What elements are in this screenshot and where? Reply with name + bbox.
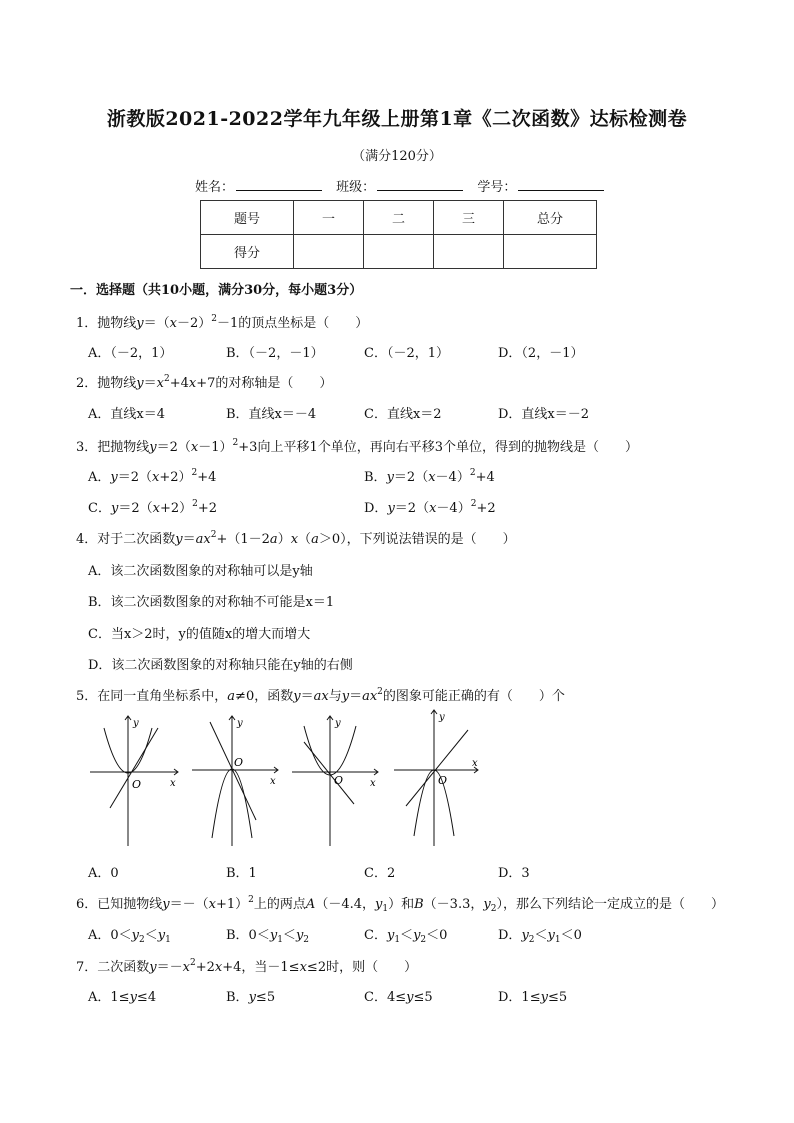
question-6: 6．已知抛物线$y=-(x+1)^2$上的两点A（－4.4，$y_1$）和B（－3.3，$y_2$），那么下列结论一定成立的是（ ） xyxy=(76,895,724,914)
x-axis-label: x xyxy=(170,778,176,789)
page-title: 浙教版2021-2022学年九年级上册第1章《二次函数》达标检测卷 xyxy=(106,108,688,130)
q2-option-d[interactable]: D．直线x＝－2 xyxy=(498,407,590,422)
id-blank[interactable] xyxy=(518,178,604,191)
line-y-ax xyxy=(304,742,354,804)
y-axis-label: y xyxy=(237,718,243,729)
q1-option-a[interactable]: A．（－2，1） xyxy=(88,346,173,361)
score-table-header-row xyxy=(201,201,597,235)
score-cell[interactable] xyxy=(434,235,504,269)
class-blank[interactable] xyxy=(377,178,463,191)
q2-option-a[interactable]: A．直线x＝4 xyxy=(88,407,165,422)
q5-option-b[interactable]: B．1 xyxy=(226,866,257,881)
score-cell[interactable] xyxy=(504,235,597,269)
q3-option-d[interactable]: D．$y=2(x-4)^2+2$ xyxy=(364,499,496,516)
q5-graph-c xyxy=(290,708,386,848)
q3-option-b[interactable]: B．$y=2(x-4)^2+4$ xyxy=(364,468,495,485)
q7-option-b[interactable]: B．y≤5 xyxy=(226,990,276,1005)
question-7: 7．二次函数$y=-x^2+2x+4$，当－1≤x≤2时，则（ ） xyxy=(76,958,418,975)
id-label: 学号： xyxy=(477,180,517,195)
x-axis-label: x xyxy=(472,758,478,769)
q1-option-d[interactable]: D．（2，－1） xyxy=(498,346,584,361)
name-blank[interactable] xyxy=(236,178,322,191)
q4-option-b[interactable]: B．该二次函数图象的对称轴不可能是x＝1 xyxy=(88,595,335,610)
q3-option-a[interactable]: A．$y=2(x+2)^2+4$ xyxy=(88,468,217,485)
q5-graph-d xyxy=(392,708,488,848)
line-y-ax xyxy=(406,730,468,806)
question-2: 2．抛物线$y=x^2+4x+7$的对称轴是（ ） xyxy=(76,374,333,391)
q6-option-b[interactable]: B．$0<y_1<y_2$ xyxy=(226,928,310,945)
q7-option-c[interactable]: C．4≤y≤5 xyxy=(364,990,433,1005)
origin-label: O xyxy=(334,774,344,787)
q7-option-d[interactable]: D．1≤y≤5 xyxy=(498,990,568,1005)
score-table xyxy=(200,200,597,269)
page-subtitle: （满分120分） xyxy=(352,149,442,164)
q1-option-c[interactable]: C．（－2，1） xyxy=(364,346,449,361)
section-heading: 一．选择题（共10小题，满分30分，每小题3分） xyxy=(70,283,363,298)
line-y-ax xyxy=(110,728,158,808)
q2-option-b[interactable]: B．直线x＝－4 xyxy=(226,407,317,422)
score-header-cell: 总分 xyxy=(504,201,597,235)
q5-option-d[interactable]: D．3 xyxy=(498,866,530,881)
score-header-cell: 三 xyxy=(434,201,504,235)
line-y-ax xyxy=(210,722,256,820)
q4-option-a[interactable]: A．该二次函数图象的对称轴可以是y轴 xyxy=(88,564,313,579)
origin-label: O xyxy=(132,778,142,791)
student-info-row xyxy=(195,176,614,195)
score-table-score-row xyxy=(201,235,597,269)
x-axis-label: x xyxy=(270,776,276,787)
q4-option-d[interactable]: D．该二次函数图象的对称轴只能在y轴的右侧 xyxy=(88,658,353,673)
q6-option-c[interactable]: C．$y_1<y_2<0$ xyxy=(364,928,448,945)
y-axis-label: y xyxy=(133,718,139,729)
score-row-label: 得分 xyxy=(201,235,294,269)
q4-option-c[interactable]: C．当x＞2时，y的值随x的增大而增大 xyxy=(88,627,311,642)
q5-graph-a xyxy=(88,708,184,848)
question-5: 5．在同一直角坐标系中，a≠0，函数y＝ax与$y=ax^2$的图象可能正确的有（ ）个 xyxy=(76,687,565,704)
y-axis-label: y xyxy=(335,718,341,729)
q7-option-a[interactable]: A．1≤y≤4 xyxy=(88,990,157,1005)
x-axis-label: x xyxy=(370,778,376,789)
q5-option-c[interactable]: C．2 xyxy=(364,866,396,881)
question-1: 1．抛物线$y=(x-2)^2-1$的顶点坐标是（ ） xyxy=(76,314,369,331)
q5-graph-b xyxy=(190,708,286,848)
q2-option-c[interactable]: C．直线x＝2 xyxy=(364,407,442,422)
origin-label: O xyxy=(438,774,448,787)
y-axis-label: y xyxy=(439,712,445,723)
origin-label: O xyxy=(234,756,244,769)
question-4: 4．对于二次函数$y=ax^2+(1-2a)x(a>0)$，下列说法错误的是（ ） xyxy=(76,530,516,547)
q6-option-a[interactable]: A．$0<y_2<y_1$ xyxy=(88,928,171,945)
score-header-cell: 二 xyxy=(364,201,434,235)
score-header-cell: 题号 xyxy=(201,201,294,235)
q6-option-d[interactable]: D．$y_2<y_1<0$ xyxy=(498,928,582,945)
score-cell[interactable] xyxy=(294,235,364,269)
score-cell[interactable] xyxy=(364,235,434,269)
q3-option-c[interactable]: C．$y=2(x+2)^2+2$ xyxy=(88,499,218,516)
name-label: 姓名： xyxy=(195,180,235,195)
q1-option-b[interactable]: B．（－2，－1） xyxy=(226,346,324,361)
score-header-cell: 一 xyxy=(294,201,364,235)
class-label: 班级： xyxy=(336,180,376,195)
question-3: 3．把抛物线$y=2(x-1)^2+3$向上平移1个单位，再向右平移3个单位，得到的抛物线是（ ） xyxy=(76,438,638,455)
q5-option-a[interactable]: A．0 xyxy=(88,866,119,881)
